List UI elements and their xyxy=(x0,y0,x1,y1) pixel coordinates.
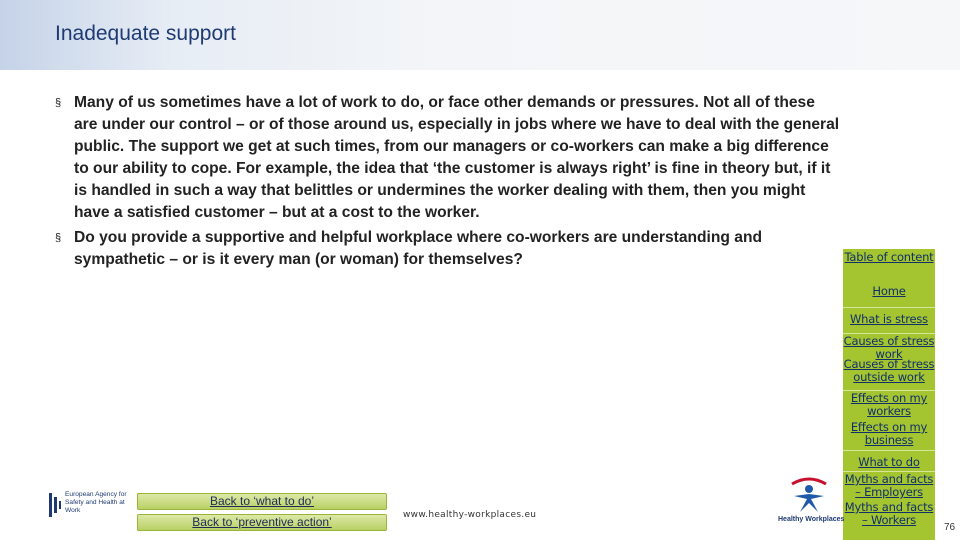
agency-logo-icon xyxy=(48,491,62,519)
bullet-marker: § xyxy=(55,97,62,109)
nav-home[interactable]: Home xyxy=(872,284,906,298)
nav-myths-employers[interactable]: Myths and facts – Employers xyxy=(844,472,934,499)
bullet-marker: § xyxy=(55,232,62,244)
back-to-preventive-action-button[interactable]: Back to ‘preventive action’ xyxy=(137,514,387,531)
side-nav xyxy=(843,249,935,540)
page-title: Inadequate support xyxy=(55,22,236,45)
nav-divider xyxy=(843,307,935,308)
page-number: 76 xyxy=(944,522,956,533)
healthy-workplaces-logo xyxy=(778,472,845,524)
agency-logo-text: European Agency for Safety and Health at Work xyxy=(65,491,127,514)
bullet-item xyxy=(55,227,840,271)
nav-effects-workers[interactable]: Effects on my workers xyxy=(850,391,928,418)
healthy-workplaces-icon xyxy=(778,472,840,516)
agency-logo xyxy=(48,490,127,520)
nav-what-is-stress[interactable]: What is stress xyxy=(850,312,928,326)
bullet-text: Many of us sometimes have a lot of work to do, or face other demands or pressures. Not all of these are under our control – or of those around us, especially in jobs where we have to deal with the general public. The support we get at such times, from our managers or co-workers can make a big difference to our ability to cope. For example, the idea that ‘the customer is always right’ is fine in theory but, if it is handled in such a way that belittles or undermines the worker dealing with them, then you might have a satisfied customer – but at a cost to the worker. xyxy=(74,94,840,221)
nav-myths-workers[interactable]: Myths and facts – Workers xyxy=(844,500,934,527)
nav-table-of-content[interactable]: Table of content xyxy=(844,250,934,264)
nav-divider xyxy=(843,450,935,451)
footer-url: www.healthy-workplaces.eu xyxy=(403,510,537,520)
nav-effects-business[interactable]: Effects on my business xyxy=(850,420,928,447)
body-text xyxy=(55,92,840,274)
bullet-text: Do you provide a supportive and helpful workplace where co-workers are understanding and sympathetic – or is it every man (or woman) for themselves? xyxy=(74,229,762,268)
bullet-item xyxy=(55,92,840,224)
healthy-workplaces-text: Healthy Workplaces xyxy=(778,516,845,523)
nav-what-to-do[interactable]: What to do xyxy=(858,455,920,469)
nav-causes-work[interactable]: Causes of stress work xyxy=(843,334,935,361)
nav-causes-outside[interactable]: Causes of stress outside work xyxy=(843,357,935,384)
back-to-what-to-do-button[interactable]: Back to ‘what to do’ xyxy=(137,493,387,510)
